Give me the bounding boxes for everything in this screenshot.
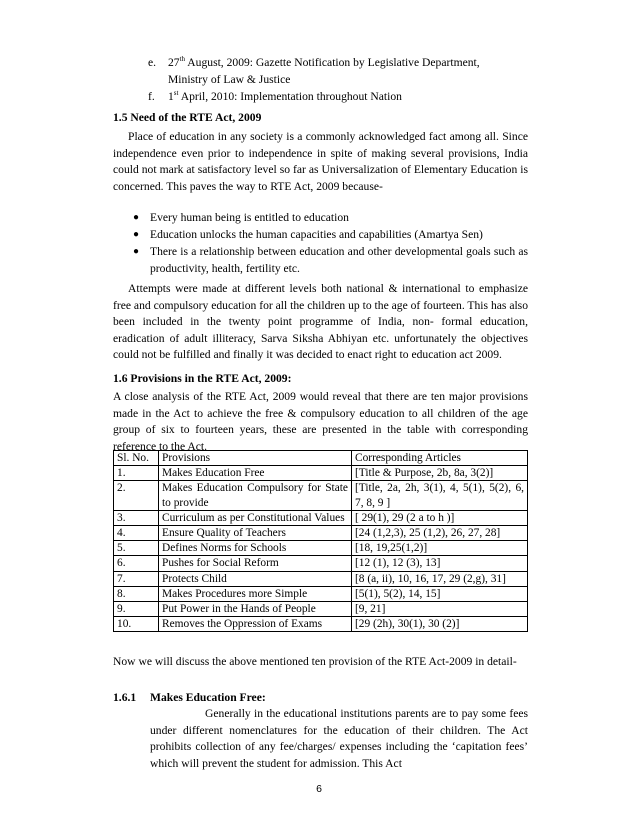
cell-articles: [Title, 2a, 2h, 3(1), 4, 5(1), 5(2), 6, 7, 8, 9 ] <box>352 481 528 510</box>
bullet-item: Education unlocks the human capacities and capabilities (Amartya Sen) <box>150 228 483 241</box>
cell-provision: Makes Procedures more Simple <box>159 586 352 601</box>
section-1-5-paragraph-2: Attempts were made at different levels both national & international to emphasize free and compulsory education for all the children up to the age of fourteen. This has also been included in the twenty point programme of India, non- formal education, eradication of adult illiteracy, Sarva Siksha Abhiyan etc. unfortunately the objectives could not be fulfilled and finally it was decided to enact right to education act 2009. <box>113 282 528 362</box>
cell-sl-no: 6. <box>114 556 159 571</box>
cell-provision: Makes Education Compulsory for State to provide <box>159 481 352 510</box>
bullet-icon: ● <box>133 212 140 223</box>
cell-articles: [29 (2h), 30(1), 30 (2)] <box>352 617 528 632</box>
header-articles: Corresponding Articles <box>352 451 528 466</box>
cell-provision: Makes Education Free <box>159 466 352 481</box>
cell-provision: Pushes for Social Reform <box>159 556 352 571</box>
cell-sl-no: 4. <box>114 526 159 541</box>
table-row <box>114 586 528 601</box>
table-row <box>114 481 528 510</box>
list-item-f-text: April, 2010: Implementation throughout Nation <box>178 90 402 103</box>
provisions-table <box>113 450 528 632</box>
cell-sl-no: 2. <box>114 481 159 510</box>
list-item-e-text: August, 2009: Gazette Notification by Legislative Department, <box>185 56 480 69</box>
section-1-6-1-body: Generally in the educational institutions parents are to pay some fees under different nomenclatures for the education of their children. The Act prohibits collection of any fee/charges/ expenses including the ‘capitation fees’ which will prevent the student for admission. This Act <box>150 707 528 770</box>
cell-sl-no: 10. <box>114 617 159 632</box>
cell-provision: Put Power in the Hands of People <box>159 602 352 617</box>
section-heading-1-5: 1.5 Need of the RTE Act, 2009 <box>113 111 262 124</box>
header-sl-no: Sl. No. <box>114 451 159 466</box>
table-row <box>114 617 528 632</box>
cell-articles: [24 (1,2,3), 25 (1,2), 26, 27, 28] <box>352 526 528 541</box>
cell-sl-no: 3. <box>114 510 159 525</box>
list-item-e-continuation: Ministry of Law & Justice <box>168 73 291 86</box>
date-ordinal: th <box>179 55 186 63</box>
cell-sl-no: 1. <box>114 466 159 481</box>
table-header-row <box>114 451 528 466</box>
bullet-icon: ● <box>133 246 140 257</box>
date-day: 27 <box>168 56 180 69</box>
cell-sl-no: 9. <box>114 602 159 617</box>
section-1-5-intro: Place of education in any society is a commonly acknowledged fact among all. Since independence even prior to independence in spite of making several provisions, India could not mark at satisfactory level so far as Universalization of Elementary Education is concerned. This paves the way to RTE Act, 2009 because- <box>113 130 528 193</box>
cell-provision: Protects Child <box>159 571 352 586</box>
cell-articles: [ 29(1), 29 (2 a to h )] <box>352 510 528 525</box>
table-row <box>114 510 528 525</box>
after-table-text: Now we will discuss the above mentioned ten provision of the RTE Act-2009 in detail- <box>113 655 517 668</box>
cell-provision: Ensure Quality of Teachers <box>159 526 352 541</box>
cell-articles: [9, 21] <box>352 602 528 617</box>
list-item-e <box>168 55 528 72</box>
cell-articles: [5(1), 5(2), 14, 15] <box>352 586 528 601</box>
cell-provision: Removes the Oppression of Exams <box>159 617 352 632</box>
cell-articles: [18, 19,25(1,2)] <box>352 541 528 556</box>
section-heading-1-6: 1.6 Provisions in the RTE Act, 2009: <box>113 372 292 385</box>
table-row <box>114 526 528 541</box>
list-marker-e: e. <box>148 56 157 69</box>
list-marker-f: f. <box>148 90 155 103</box>
table-row <box>114 571 528 586</box>
cell-articles: [12 (1), 12 (3), 13] <box>352 556 528 571</box>
table-row <box>114 556 528 571</box>
cell-sl-no: 7. <box>114 571 159 586</box>
header-provisions: Provisions <box>159 451 352 466</box>
bullet-icon: ● <box>133 229 140 240</box>
table-row <box>114 602 528 617</box>
date-day: 1 <box>168 90 174 103</box>
table-row <box>114 541 528 556</box>
table-row <box>114 466 528 481</box>
bullet-item: There is a relationship between education and other developmental goals such as productivity, health, fertility etc. <box>150 245 528 275</box>
section-title-1-6-1: Makes Education Free: <box>150 691 266 704</box>
section-number-1-6-1: 1.6.1 <box>113 691 137 704</box>
cell-sl-no: 8. <box>114 586 159 601</box>
cell-provision: Defines Norms for Schools <box>159 541 352 556</box>
date-ordinal: st <box>173 89 179 97</box>
cell-provision: Curriculum as per Constitutional Values <box>159 510 352 525</box>
cell-articles: [8 (a, ii), 10, 16, 17, 29 (2,g), 31] <box>352 571 528 586</box>
cell-sl-no: 5. <box>114 541 159 556</box>
bullet-item: Every human being is entitled to education <box>150 211 349 224</box>
cell-articles: [Title & Purpose, 2b, 8a, 3(2)] <box>352 466 528 481</box>
page-number: 6 <box>316 783 322 795</box>
section-1-6-intro: A close analysis of the RTE Act, 2009 would reveal that there are ten major provisions made in the Act to achieve the free & compulsory education to all children of the age group of six to fourteen years, these are presented in the table with corresponding reference to the Act. <box>113 390 528 453</box>
list-item-f <box>168 89 528 106</box>
